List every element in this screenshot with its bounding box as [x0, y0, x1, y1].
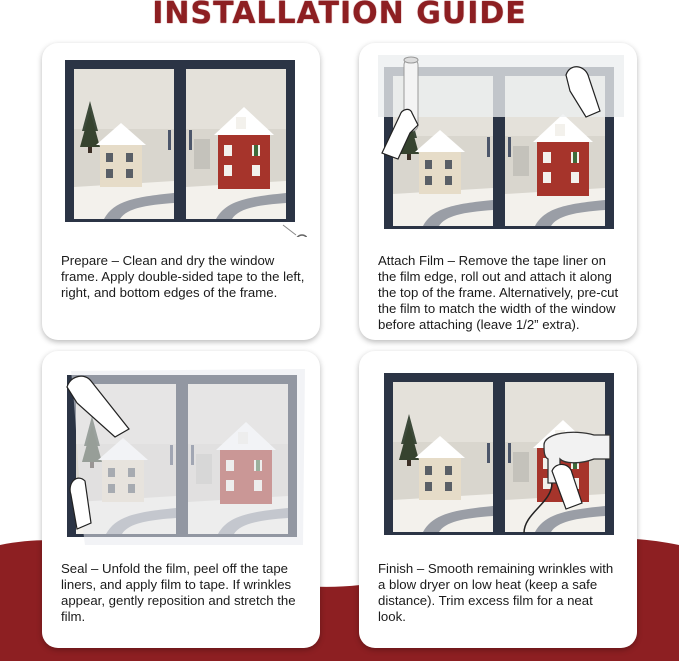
window-illustration [374, 55, 624, 237]
step-card-attach-film [359, 43, 637, 340]
window-illustration [57, 55, 307, 237]
step-description: Prepare – Clean and dry the window frame. Apply double-sided tape to the left, right, and bottom edges of the frame. [61, 253, 305, 300]
step-card-finish [359, 351, 637, 648]
window-illustration [57, 363, 307, 545]
tape-roll-icon [283, 225, 307, 237]
page-title: INSTALLATION GUIDE [152, 0, 527, 31]
step-card-seal [42, 351, 320, 648]
step-card-prepare [42, 43, 320, 340]
window-illustration [374, 363, 624, 545]
step-description: Attach Film – Remove the tape liner on the film edge, roll out and attach it along the top of the frame. Alternatively, pre-cut the film to match the width of the window before attaching (leave 1/2” extra). [378, 253, 619, 332]
step-description: Seal – Unfold the film, peel off the tape liners, and apply film to tape. If wrinkles appear, gently reposition and stretch the film. [61, 561, 296, 624]
step-description: Finish – Smooth remaining wrinkles with a blow dryer on low heat (keep a safe distance). Trim excess film for a neat look. [378, 561, 614, 624]
